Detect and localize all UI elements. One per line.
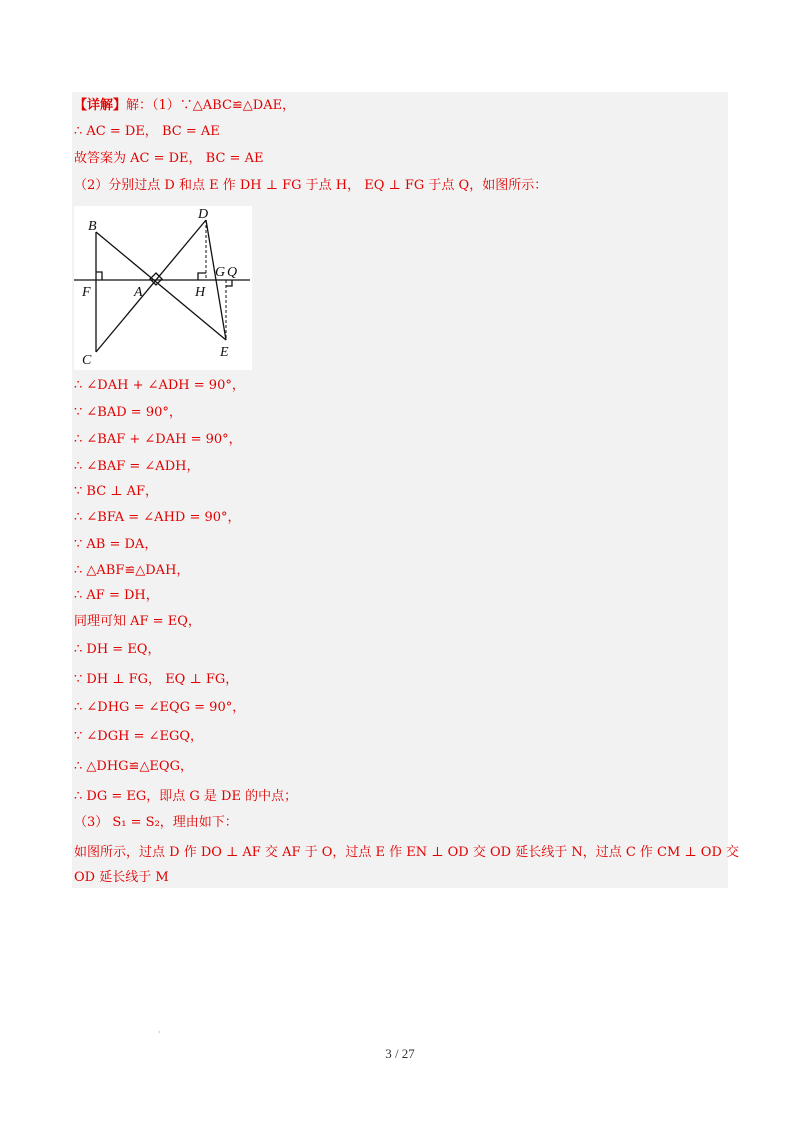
step-17: （3） S₁ = S₂，理由如下： <box>74 815 238 830</box>
step-7: ∵ AB = DA， <box>74 537 158 552</box>
label-g: G <box>215 265 226 280</box>
stray-mark: · <box>158 1028 161 1037</box>
step-13: ∴ ∠DHG = ∠EQG = 90°， <box>74 700 246 715</box>
page-number: 3 / 27 <box>385 1046 415 1061</box>
step-4: ∴ ∠BAF = ∠ADH， <box>74 459 200 474</box>
solution-line-2: ∴ AC = DE， BC = AE <box>74 124 220 139</box>
step-6: ∴ ∠BFA = ∠AHD = 90°， <box>74 510 241 525</box>
step-14: ∵ ∠DGH = ∠EGQ， <box>74 729 204 744</box>
step-15: ∴ △DHG≌△EQG， <box>74 759 193 774</box>
right-angle-q <box>226 280 232 286</box>
label-c: C <box>82 353 92 368</box>
right-angle-h <box>198 273 206 280</box>
label-b: B <box>88 219 97 234</box>
solution-line-4: （2）分别过点 D 和点 E 作 DH ⊥ FG 于点 H， EQ ⊥ FG 于点 Q，如图所示： <box>74 178 548 193</box>
right-angle-f <box>96 272 102 280</box>
step-16: ∴ DG = EG，即点 G 是 DE 的中点； <box>74 789 298 804</box>
solution-line-1-text: 解：（1）∵△ABC≌△DAE， <box>126 98 296 113</box>
step-10: 同理可知 AF = EQ， <box>74 614 201 629</box>
step-19: OD 延长线于 M <box>74 870 169 885</box>
segment-be <box>96 232 226 340</box>
geometry-figure <box>74 206 252 370</box>
label-e: E <box>220 345 229 360</box>
label-a: A <box>134 285 143 300</box>
geometry-figure-svg <box>74 206 252 370</box>
step-8: ∴ △ABF≌△DAH， <box>74 563 190 578</box>
solution-line-1 <box>74 96 295 116</box>
step-18: 如图所示，过点 D 作 DO ⊥ AF 交 AF 于 O，过点 E 作 EN ⊥ OD 交 OD 延长线于 N，过点 C 作 CM ⊥ OD 交 <box>74 845 740 860</box>
step-11: ∴ DH = EQ， <box>74 642 161 657</box>
detail-bracket-label: 【详解】 <box>74 98 127 113</box>
solution-line-3: 故答案为 AC = DE， BC = AE <box>74 151 264 166</box>
label-f: F <box>82 285 91 300</box>
label-h: H <box>195 285 206 300</box>
step-1: ∴ ∠DAH + ∠ADH = 90°， <box>74 378 245 393</box>
step-2: ∵ ∠BAD = 90°， <box>74 405 182 420</box>
step-12: ∵ DH ⊥ FG， EQ ⊥ FG， <box>74 672 239 687</box>
segment-cd <box>96 220 206 352</box>
step-5: ∵ BC ⊥ AF， <box>74 484 159 499</box>
step-3: ∴ ∠BAF + ∠DAH = 90°， <box>74 432 242 447</box>
label-d: D <box>198 207 209 222</box>
label-q: Q <box>227 265 238 280</box>
step-9: ∴ AF = DH， <box>74 588 159 603</box>
